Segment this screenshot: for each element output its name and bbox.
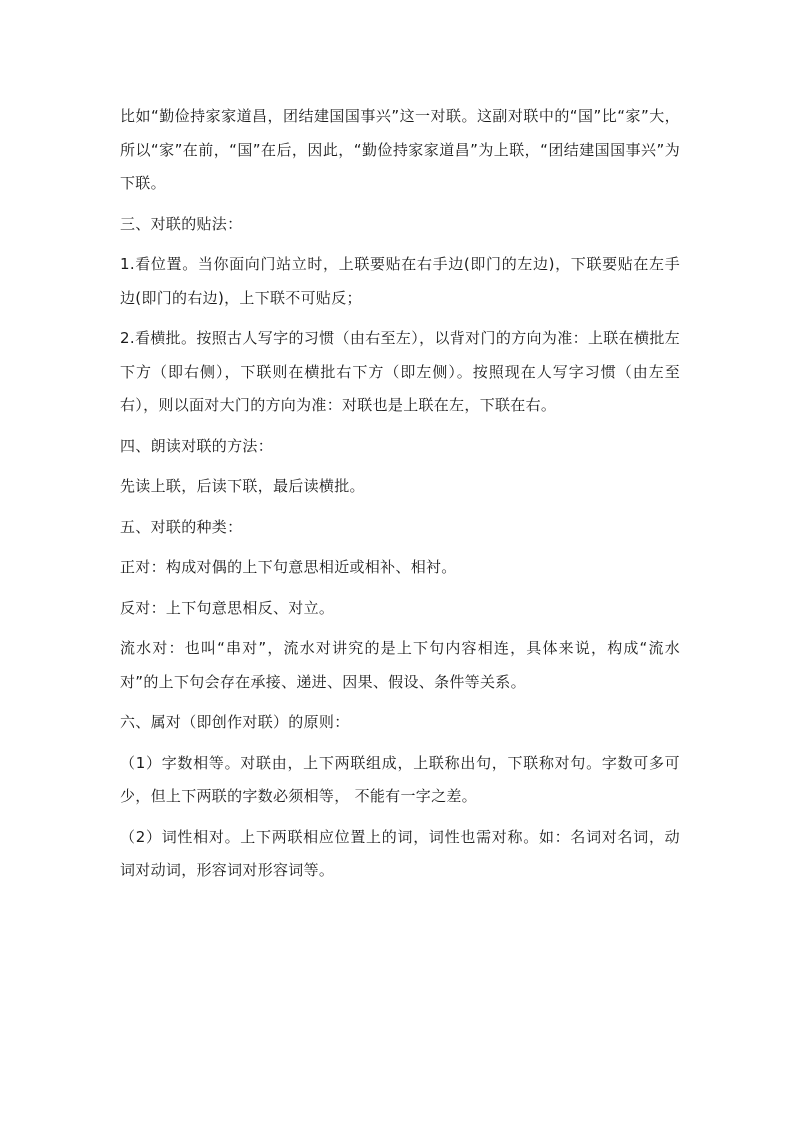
paragraph-look-banner: 2.看横批。按照古人写字的习惯（由右至左），以背对门的方向为准：上联在横批左下方（即右侧），下联则在横批右下方（即左侧）。按照现在人写字习惯（由左至右），则以面对大门的方向为准：对联也是上联在左，下联在右。 — [120, 329, 680, 414]
paragraph-look-position: 1.看位置。当你面向门站立时，上联要贴在右手边(即门的左边)，下联要贴在左手边(即门的右边)，上下联不可贴反； — [120, 255, 680, 307]
paragraph-example-couplet: 比如“勤俭持家家道昌，团结建国国事兴”这一对联。这副对联中的“国”比“家”大，所以“家”在前，“国”在后，因此，“勤俭持家家道昌”为上联，“团结建国国事兴”为下联。 — [120, 107, 680, 192]
paragraph-liushui-dui: 流水对：也叫“串对”，流水对讲究的是上下句内容相连，具体来说，构成“流水对”的上下句会存在承接、递进、因果、假设、条件等关系。 — [120, 639, 680, 691]
heading-couplet-types: 五、对联的种类： — [120, 517, 243, 536]
heading-reading-method: 四、朗读对联的方法： — [120, 436, 274, 455]
heading-posting-method: 三、对联的贴法： — [120, 214, 243, 233]
paragraph-parts-of-speech: （2）词性相对。上下两联相应位置上的词，词性也需对称。如：名词对名词，动词对动词，形容词对形容词等。 — [120, 827, 680, 879]
paragraph-zheng-dui: 正对：构成对偶的上下句意思相近或相补、相衬。 — [120, 558, 457, 576]
paragraph-fan-dui: 反对：上下句意思相反、对立。 — [120, 598, 335, 617]
document-body — [120, 100, 680, 895]
heading-composition-principles: 六、属对（即创作对联）的原则： — [120, 713, 350, 731]
paragraph-reading-order: 先读上联，后读下联，最后读横批。 — [120, 477, 365, 495]
paragraph-equal-characters: （1）字数相等。对联由，上下两联组成，上联称出句，下联称对句。字数可多可少，但上下两联的字数必须相等， 不能有一字之差。 — [120, 753, 680, 805]
